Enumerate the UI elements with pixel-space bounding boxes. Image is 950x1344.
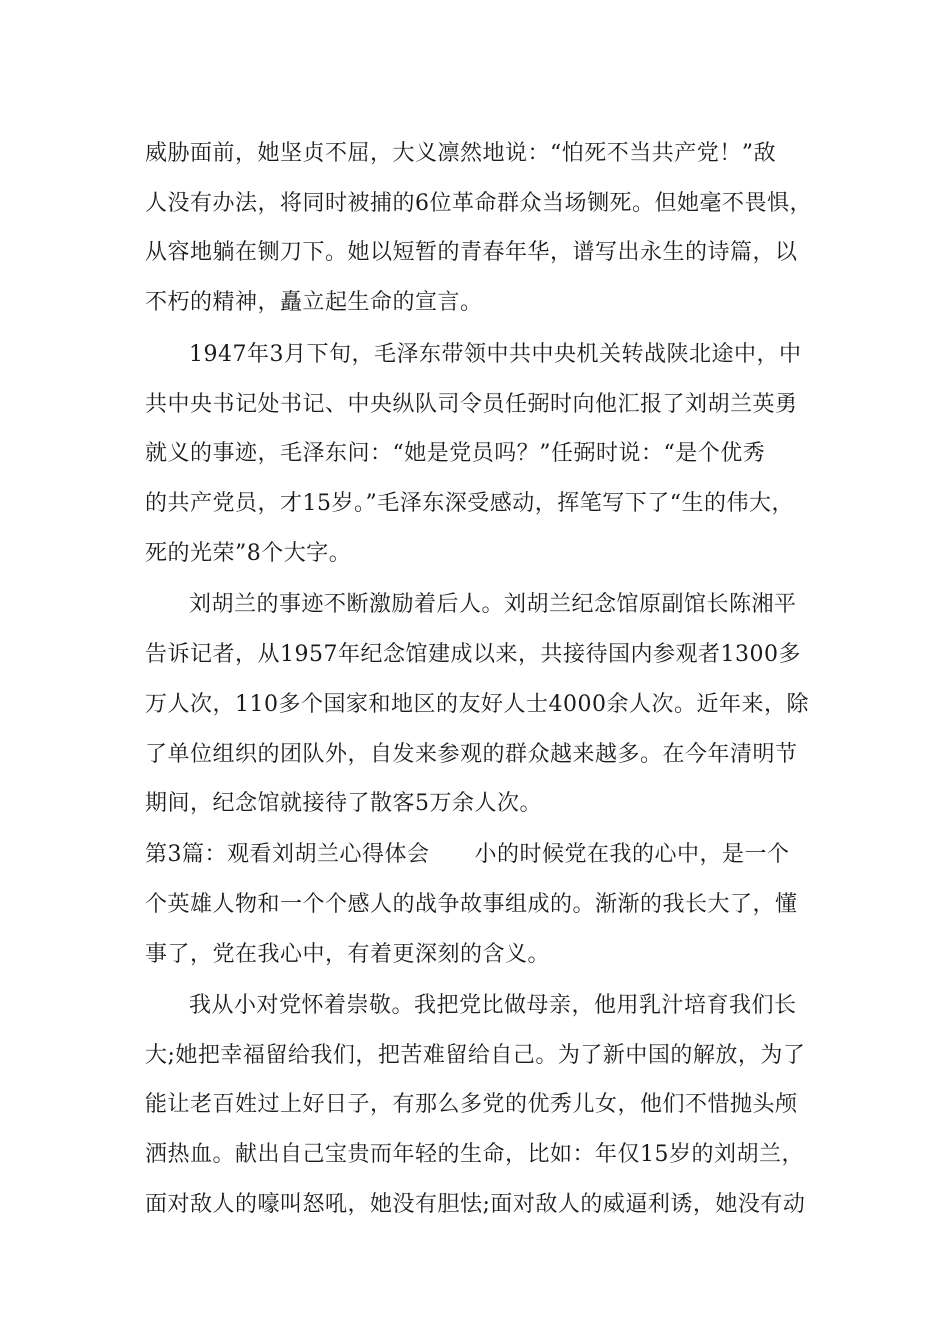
text-line: 事了，党在我心中，有着更深刻的含义。	[145, 942, 551, 967]
text-line: 大;她把幸福留给我们，把苦难留给自己。为了新中国的解放，为了	[145, 1043, 806, 1068]
text-line: 1947年3月下旬，毛泽东带领中共中央机关转战陕北途中，中	[189, 342, 802, 367]
text-line: 的共产党员，才15岁。”毛泽东深受感动，挥笔写下了“生的伟大，	[145, 491, 794, 516]
text-line: 就义的事迹，毛泽东问：“她是党员吗？”任弼时说：“是个优秀	[145, 441, 766, 466]
text-line: 告诉记者，从1957年纪念馆建成以来，共接待国内参观者1300多	[145, 642, 801, 667]
text-line: 期间，纪念馆就接待了散客5万余人次。	[145, 791, 542, 816]
text-line: 威胁面前，她坚贞不屈，大义凛然地说：“怕死不当共产党！”敌	[145, 141, 776, 166]
text-line: 刘胡兰的事迹不断激励着后人。刘胡兰纪念馆原副馆长陈湘平	[189, 592, 797, 617]
text-line: 人没有办法，将同时被捕的6位革命群众当场铡死。但她毫不畏惧，	[145, 191, 812, 216]
text-line: 能让老百姓过上好日子，有那么多党的优秀儿女，他们不惜抛头颅	[145, 1092, 798, 1117]
text-line: 不朽的精神，矗立起生命的宣言。	[145, 290, 483, 315]
text-line: 我从小对党怀着崇敬。我把党比做母亲，他用乳汁培育我们长	[189, 993, 797, 1018]
text-line: 死的光荣”8个大字。	[145, 541, 352, 566]
text-line: 从容地躺在铡刀下。她以短暂的青春年华，谱写出永生的诗篇，以	[145, 240, 798, 265]
text-line: 洒热血。献出自己宝贵而年轻的生命，比如：年仅15岁的刘胡兰，	[145, 1142, 804, 1167]
text-line: 万人次，110多个国家和地区的友好人士4000余人次。近年来，除	[145, 692, 809, 717]
text-line: 共中央书记处书记、中央纵队司令员任弼时向他汇报了刘胡兰英勇	[145, 392, 798, 417]
text-line: 个英雄人物和一个个感人的战争故事组成的。渐渐的我长大了，懂	[145, 892, 798, 917]
section-heading-line: 第3篇：观看刘胡兰心得体会 小的时候党在我的心中，是一个	[145, 842, 790, 867]
text-line: 了单位组织的团队外，自发来参观的群众越来越多。在今年清明节	[145, 742, 798, 767]
text-line: 面对敌人的嚎叫怒吼，她没有胆怯;面对敌人的威逼利诱，她没有动	[145, 1192, 806, 1217]
